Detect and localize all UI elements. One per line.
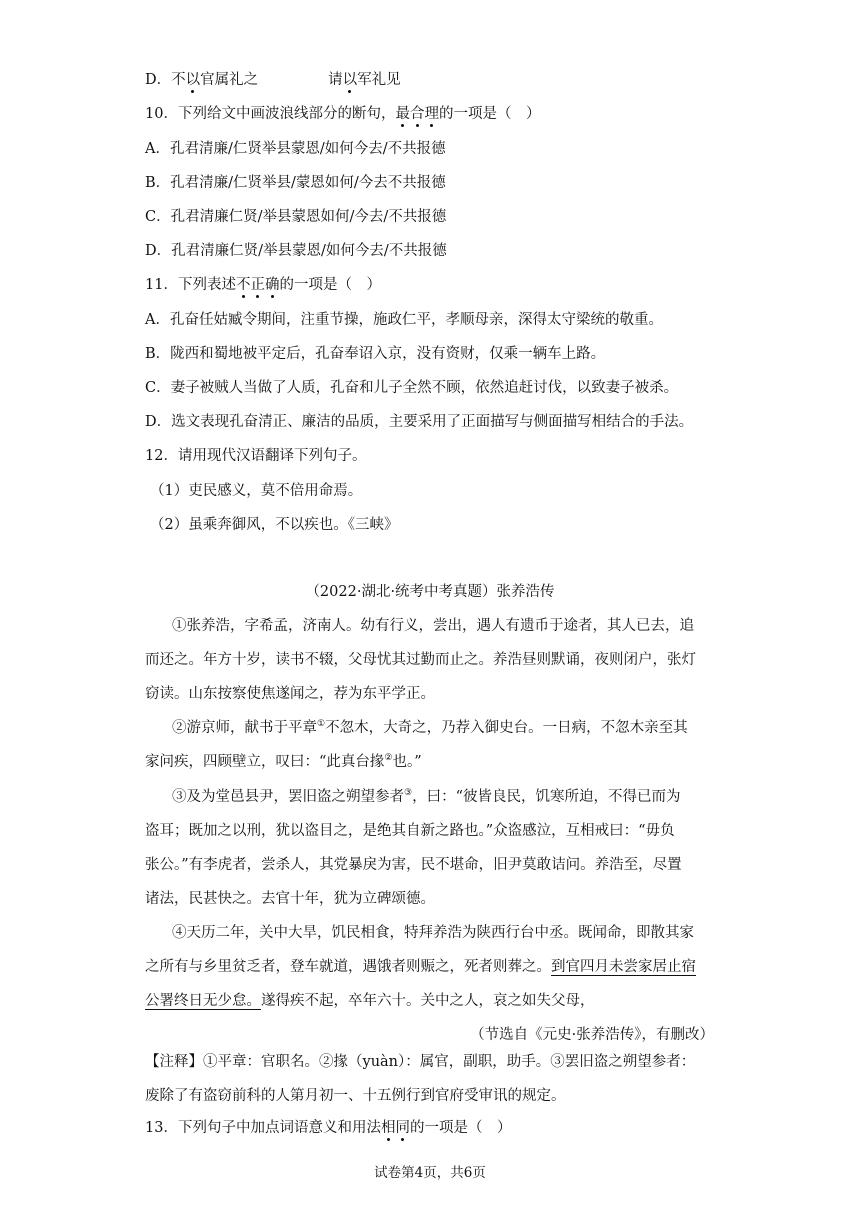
passage-line: 诸法，民甚快之。去官十年，犹为立碑颂德。 — [145, 891, 435, 907]
q10-option-a[interactable]: A．孔君清廉/仁贤举县蒙恩/如何今去/不共报德 — [145, 141, 446, 157]
q10-option-c[interactable]: C．孔君清廉仁贤/举县蒙恩如何/今去/不共报德 — [145, 209, 447, 225]
q10-option-d[interactable]: D．孔君清廉仁贤/举县蒙恩/如何今去/不共报德 — [145, 243, 447, 259]
emphasis-dot-char: 确 — [264, 277, 280, 293]
q12-item-2: （2）虽乘奔御风，不以疾也。《三峡》 — [150, 517, 399, 533]
footnote-ref[interactable]: ① — [317, 719, 326, 730]
annotation-line: 【注释】①平章：官职名。②掾（yuàn）：属官，副职，助手。③罢旧盗之朔望参者： — [145, 1054, 696, 1070]
emphasis-dot-char: 正 — [250, 277, 265, 293]
emphasis-dots — [381, 1120, 410, 1136]
passage-line: 公署终日无少怠。遂得疾不起，卒年六十。关中之人，哀之如失父母， — [145, 993, 595, 1009]
q11-stem: 11．下列表述不正确的一项是（ ） — [145, 277, 381, 293]
emphasis-dots — [236, 277, 280, 293]
underlined-sentence: 到官四月未尝家居止宿 — [551, 959, 696, 975]
emphasis-dots — [395, 106, 439, 122]
q9-option-d: D．不以官属礼之 请以军礼见 — [145, 72, 401, 88]
passage-line: 张公。”有李虎者，尝杀人，其党暴戾为害，民不堪命，旧尹莫敢诘问。养浩至，尽置 — [145, 857, 682, 873]
q11-option-d[interactable]: D．选文表现孔奋清正、廉洁的品质，主要采用了正面描写与侧面描写相结合的手法。 — [145, 414, 694, 430]
q11-option-c[interactable]: C．妻子被贼人当做了人质，孔奋和儿子全然不顾，依然追赶讨伐，以致妻子被杀。 — [145, 380, 679, 396]
passage-line: 而还之。年方十岁，读书不辍，父母忧其过勤而止之。养浩昼则默诵，夜则闭户，张灯 — [145, 652, 696, 668]
q13-stem: 13．下列句子中加点词语意义和用法相同的一项是（ ） — [145, 1120, 512, 1136]
passage-line: ④天历二年，关中大旱，饥民相食，特拜养浩为陕西行台中丞。既闻命，即散其家 — [172, 925, 694, 941]
annotation-line: 废除了有盗窃前科的人第月初一、十五例行到官府受审讯的规定。 — [145, 1088, 566, 1104]
passage-line: ②游京师，献书于平章①不忽木，大奇之，乃荐入御史台。一日病，不忽木亲至其 — [172, 719, 688, 736]
emphasis-dot-char: 相 — [380, 1120, 396, 1136]
q11-option-a[interactable]: A．孔奋任姑臧令期间，注重节操，施政仁平，孝顺母亲，深得太守梁统的敬重。 — [145, 312, 663, 328]
passage-line: ③及为堂邑县尹，罢旧盗之朔望参者③，曰：“彼皆良民，饥寒所迫，不得已而为 — [172, 788, 681, 805]
emphasis-dot-char: 理 — [424, 106, 439, 122]
q10-option-b[interactable]: B．孔君清廉/仁贤举县/蒙恩如何/今去不共报德 — [145, 175, 446, 191]
emphasis-dot-char: 最 — [395, 106, 410, 122]
emphasis-dot-char: 同 — [395, 1120, 410, 1136]
q12-stem: 12．请用现代汉语翻译下列句子。 — [145, 448, 367, 464]
footnote-ref[interactable]: ② — [384, 753, 393, 764]
footnote-ref[interactable]: ③ — [404, 788, 413, 799]
q12-item-1: （1）吏民感义，莫不倍用命焉。 — [150, 483, 363, 499]
underlined-sentence: 公署终日无少怠。 — [145, 993, 261, 1009]
emphasis-dot-char: 不 — [235, 277, 251, 293]
emphasis-dot-char: 合 — [409, 106, 425, 122]
passage-line: ①张养浩，字希孟，济南人。幼有行义，尝出，遇人有遗币于途者，其人已去，追 — [172, 618, 694, 634]
passage-title: （2022·湖北·统考中考真题）张养浩传 — [305, 584, 555, 600]
q10-stem: 10．下列给文中画波浪线部分的断句，最合理的一项是（ ） — [145, 106, 541, 122]
passage-line: 盗耳；既加之以刑，犹以盗目之，是绝其自新之路也。”众盗感泣，互相戒曰：“毋负 — [145, 823, 675, 839]
passage-line: 窃读。山东按察使焦遂闻之，荐为东平学正。 — [145, 686, 435, 702]
q11-option-b[interactable]: B．陇西和蜀地被平定后，孔奋奉诏入京，没有资财，仅乘一辆车上路。 — [145, 346, 606, 362]
passage-line: 之所有与乡里贫乏者，登车就道，遇饿者则赈之，死者则葬之。到官四月未尝家居止宿 — [145, 959, 696, 975]
emphasis-dot-char: 以 — [185, 72, 201, 88]
passage-line: 家问疾，四顾壁立，叹曰：“此真台掾②也。” — [145, 753, 422, 770]
passage-source: （节选自《元史·张养浩传》，有删改） — [470, 1027, 714, 1043]
page-footer: 试卷第4页，共6页 — [374, 1165, 486, 1181]
emphasis-dot-char: 以 — [342, 72, 358, 88]
